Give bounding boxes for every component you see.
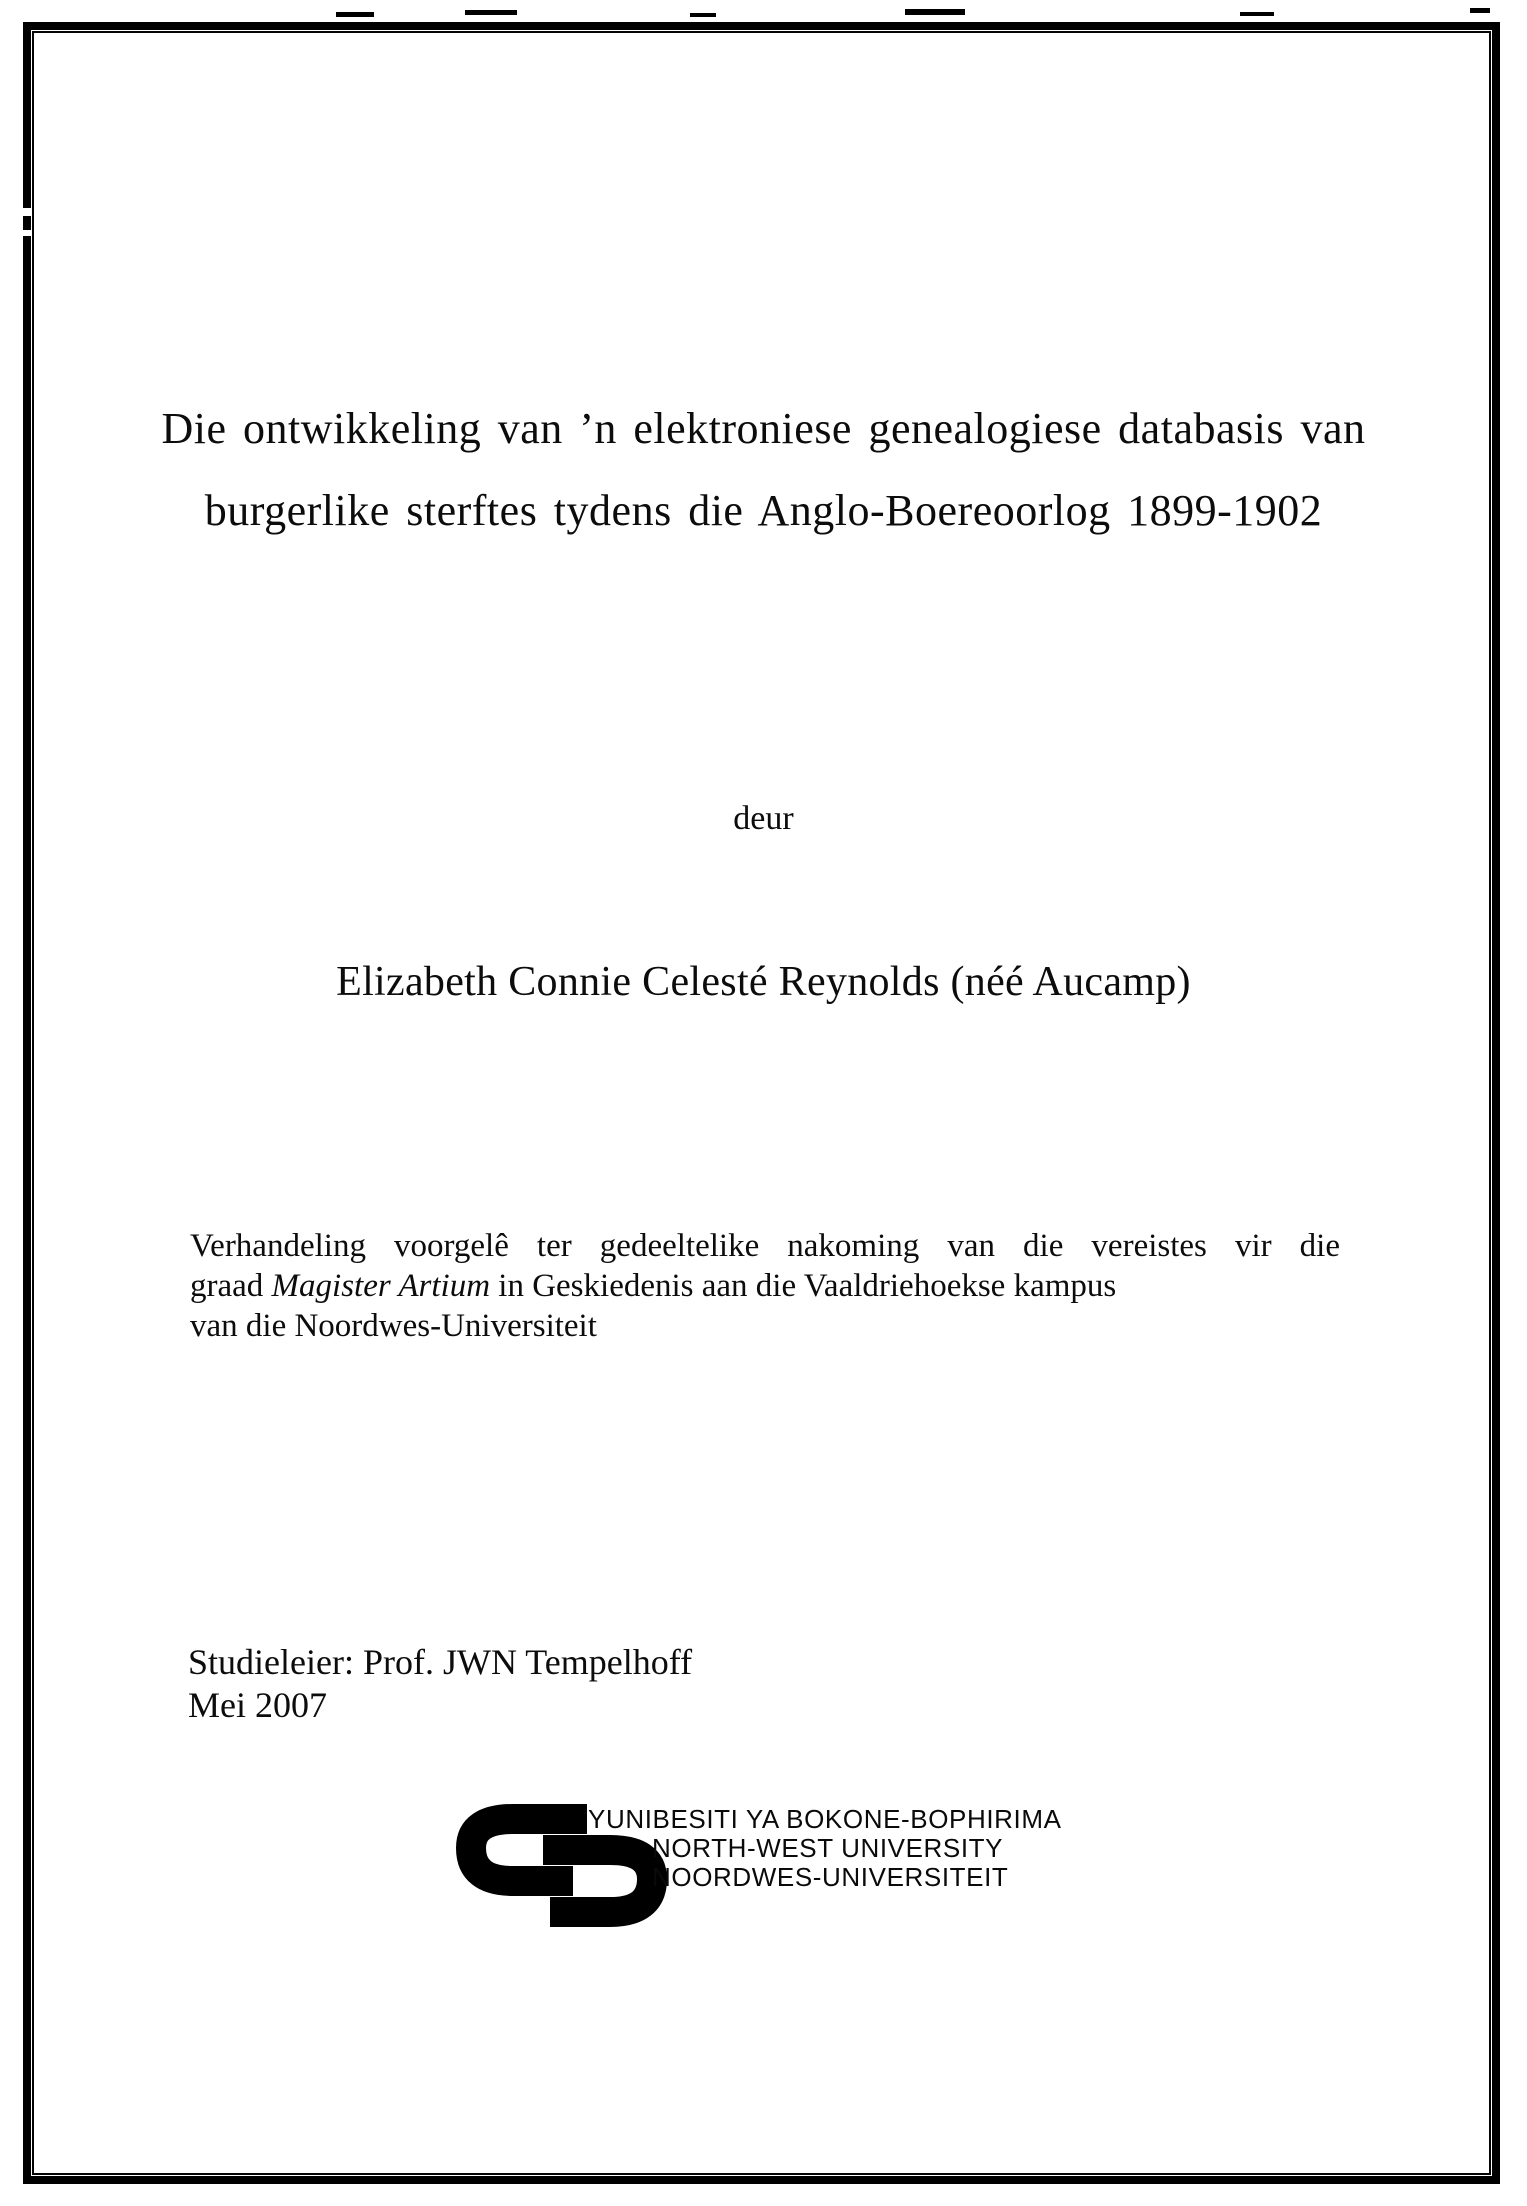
date-line: Mei 2007	[188, 1685, 327, 1725]
university-logo	[455, 1795, 1095, 1955]
scan-artifact	[336, 12, 374, 17]
degree-statement-line-2-pre: graad	[190, 1268, 272, 1304]
scan-artifact	[1470, 8, 1490, 13]
degree-statement	[190, 1226, 1340, 1346]
degree-name-italic: Magister Artium	[271, 1268, 491, 1304]
scan-artifact	[1240, 12, 1274, 16]
thesis-title-line-1: Die ontwikkeling van ’n elektroniese genealogiese databasis van	[161, 404, 1366, 453]
university-logo-text	[588, 1805, 1062, 1892]
degree-statement-line-3: van die Noordwes-Universiteit	[190, 1308, 597, 1344]
scan-artifact	[905, 9, 965, 15]
university-name-afrikaans: NOORDWES-UNIVERSITEIT	[652, 1862, 1009, 1892]
degree-statement-line-1: Verhandeling voorgelê ter gedeeltelike nakoming van die vereistes vir die	[190, 1228, 1340, 1264]
university-name-english: NORTH-WEST UNIVERSITY	[652, 1833, 1004, 1863]
scan-artifact	[465, 10, 517, 15]
degree-statement-line-2-post: in Geskiedenis aan die Vaaldriehoekse kampus	[490, 1268, 1117, 1304]
thesis-title	[0, 388, 1527, 552]
university-name-setswana: YUNIBESITI YA BOKONE-BOPHIRIMA	[588, 1804, 1062, 1834]
degree-statement-line-2	[190, 1266, 1340, 1306]
scan-artifact	[690, 13, 716, 17]
scan-artifact	[22, 208, 31, 216]
author-name: Elizabeth Connie Celesté Reynolds (néé Aucamp)	[336, 959, 1191, 1005]
supervisor-block	[188, 1641, 692, 1727]
byline: deur	[733, 800, 794, 837]
supervisor-line: Studieleier: Prof. JWN Tempelhoff	[188, 1642, 693, 1682]
thesis-title-line-2: burgerlike sterftes tydens die Anglo-Boereoorlog 1899-1902	[204, 486, 1323, 535]
scan-artifact	[22, 230, 31, 236]
